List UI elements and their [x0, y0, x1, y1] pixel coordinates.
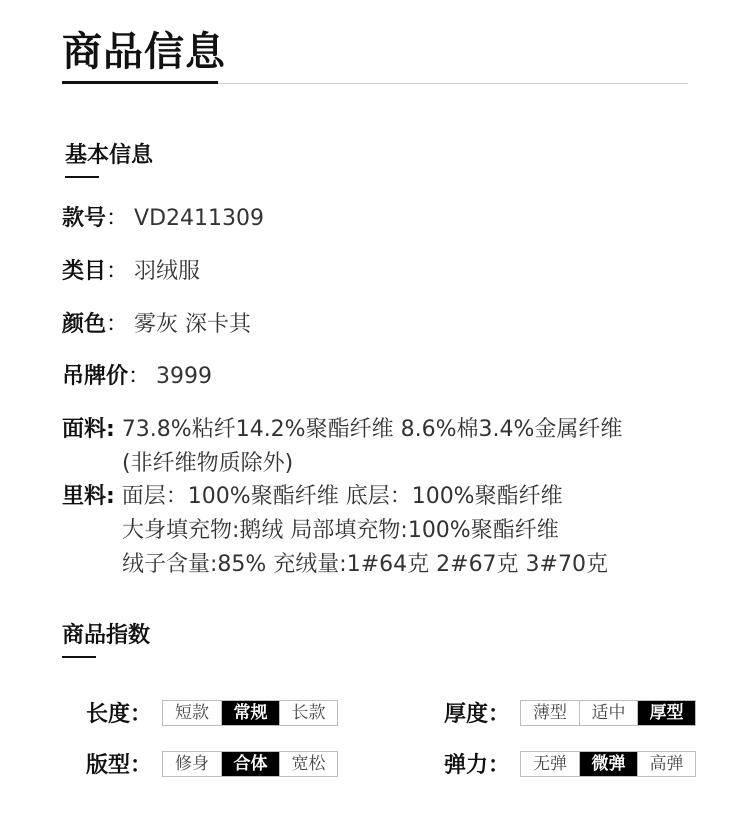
category-row	[62, 257, 200, 287]
fit-option-slim[interactable]: 修身	[163, 752, 221, 776]
thickness-selector	[520, 700, 696, 726]
category-value: 羽绒服	[134, 259, 201, 284]
lining-line-3: 绒子含量:85% 充绒量:1#64克 2#67克 3#70克	[122, 552, 608, 577]
fabric-first-line	[62, 413, 622, 447]
elasticity-label: 弹力	[443, 753, 488, 778]
fabric-line-2: (非纤维物质除外)	[122, 451, 294, 476]
elasticity-option-none[interactable]: 无弹	[521, 752, 579, 776]
style-number-value: VD2411309	[134, 206, 265, 231]
elasticity-option-slight[interactable]: 微弹	[579, 752, 637, 776]
elasticity-index-row	[418, 748, 696, 779]
lining-line-1: 面层：100%聚酯纤维 底层：100%聚酯纤维	[114, 484, 563, 509]
basic-info-underline	[65, 176, 99, 178]
fabric-line-1: 73.8%粘纤14.2%聚酯纤维 8.6%棉3.4%金属纤维	[114, 417, 623, 442]
style-number-colon: ：	[106, 206, 129, 231]
color-colon: ：	[106, 312, 129, 337]
lining-label: 里料:	[62, 484, 115, 509]
fit-option-regular[interactable]: 合体	[221, 752, 279, 776]
tag-price-value: 3999	[156, 364, 213, 389]
thickness-index-row	[418, 697, 696, 728]
length-option-long[interactable]: 长款	[279, 701, 337, 725]
elasticity-option-high[interactable]: 高弹	[637, 752, 695, 776]
fit-selector	[162, 751, 338, 777]
style-number-label: 款号	[62, 206, 107, 231]
elasticity-colon: ：	[488, 753, 511, 778]
thickness-option-thick[interactable]: 厚型	[637, 701, 695, 725]
fit-index-row	[60, 748, 338, 779]
length-colon: ：	[130, 702, 153, 727]
thickness-colon: ：	[488, 702, 511, 727]
category-label: 类目	[62, 259, 107, 284]
thickness-option-medium[interactable]: 适中	[579, 701, 637, 725]
title-divider-accent	[62, 81, 218, 84]
lining-block	[62, 480, 608, 582]
style-number-row	[62, 204, 264, 234]
length-option-short[interactable]: 短款	[163, 701, 221, 725]
lining-first-line	[62, 480, 608, 514]
length-selector	[162, 700, 338, 726]
color-value: 雾灰 深卡其	[134, 312, 252, 337]
length-label: 长度	[85, 702, 130, 727]
fit-colon: ：	[130, 753, 153, 778]
fit-option-loose[interactable]: 宽松	[279, 752, 337, 776]
basic-info-heading: 基本信息	[65, 143, 154, 168]
category-colon: ：	[106, 259, 129, 284]
page-title: 商品信息	[62, 29, 226, 75]
product-index-underline	[62, 656, 96, 658]
tag-price-row	[62, 362, 212, 392]
fabric-label: 面料:	[62, 417, 115, 442]
fit-label: 版型	[85, 753, 130, 778]
fabric-block	[62, 413, 622, 481]
length-index-row	[60, 697, 338, 728]
color-label: 颜色	[62, 312, 107, 337]
length-option-regular[interactable]: 常规	[221, 701, 279, 725]
thickness-option-thin[interactable]: 薄型	[521, 701, 579, 725]
elasticity-selector	[520, 751, 696, 777]
product-index-heading: 商品指数	[62, 623, 151, 648]
color-row	[62, 310, 251, 340]
tag-price-colon: ：	[128, 364, 151, 389]
lining-line-2: 大身填充物:鹅绒 局部填充物:100%聚酯纤维	[122, 518, 559, 543]
thickness-label: 厚度	[443, 702, 488, 727]
tag-price-label: 吊牌价	[62, 364, 129, 389]
